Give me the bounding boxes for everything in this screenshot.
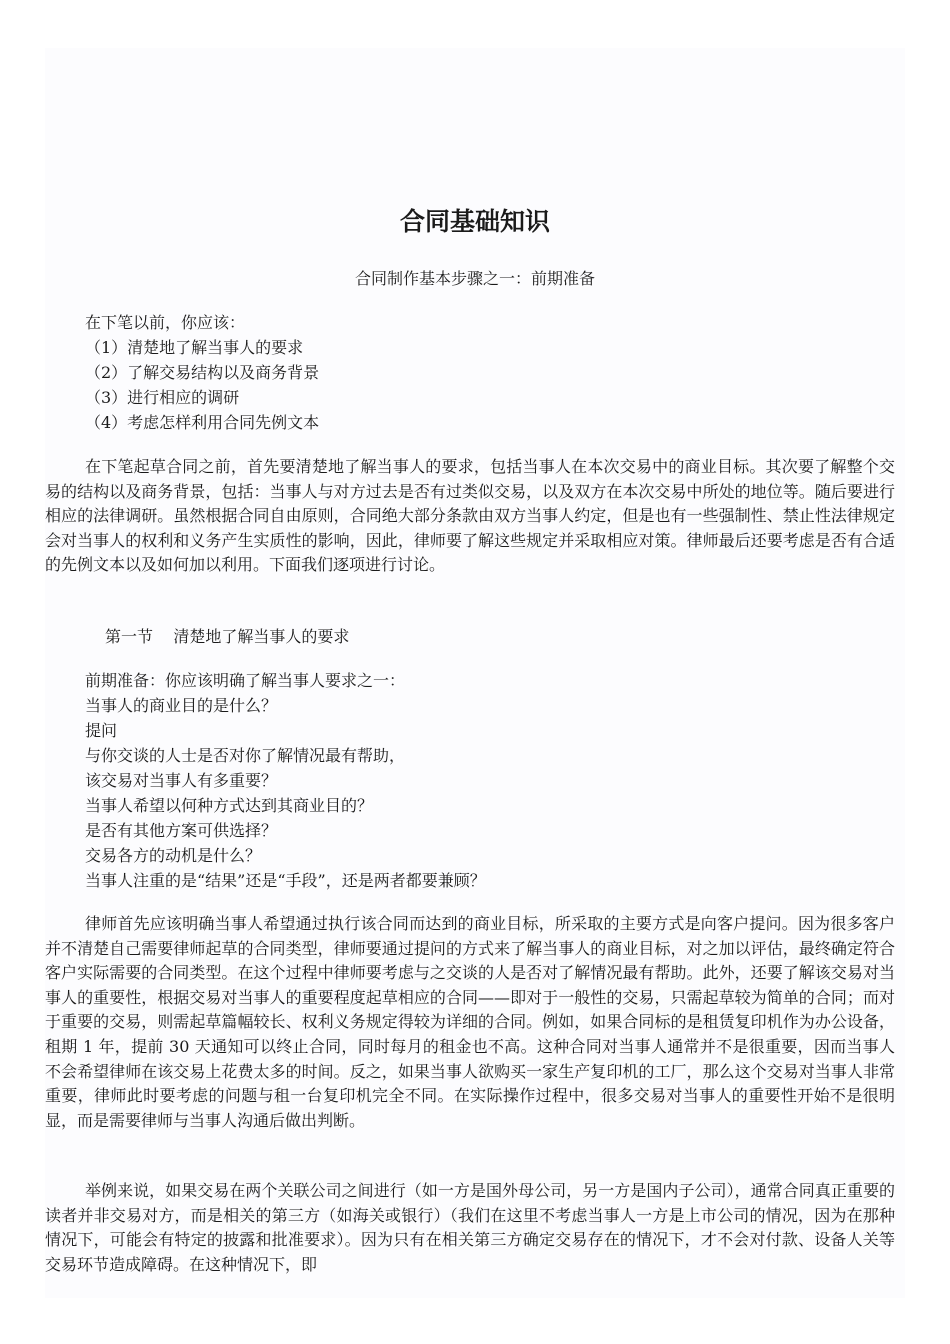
section-line-7: 是否有其他方案可供选择？	[85, 821, 278, 840]
section-line-9: 当事人注重的是“结果”还是“手段”，还是两者都要兼顾？	[85, 871, 486, 890]
section-line-2: 当事人的商业目的是什么？	[85, 696, 278, 715]
intro-item-3: （3）进行相应的调研	[85, 388, 240, 407]
intro-item-1: （1）清楚地了解当事人的要求	[85, 338, 304, 357]
document-page	[45, 48, 905, 1298]
section-line-1: 前期准备：你应该明确了解当事人要求之一：	[85, 671, 406, 690]
paragraph-overview: 在下笔起草合同之前，首先要清楚地了解当事人的要求，包括当事人在本次交易中的商业目标。其次要了解整个交易的结构以及商务背景，包括：当事人与对方过去是否有过类似交易，以及双方在本次交易中所处的地位等。随后要进行相应的法律调研。虽然根据合同自由原则，合同绝大部分条款由双方当事人约定，但是也有一些强制性、禁止性法律规定会对当事人的权利和义务产生实质性的影响，因此，律师要了解这些规定并采取相应对策。律师最后还要考虑是否有合适的先例文本以及如何加以利用。下面我们逐项进行讨论。	[45, 457, 895, 575]
section-line-8: 交易各方的动机是什么？	[85, 846, 262, 865]
document-title: 合同基础知识	[399, 207, 550, 236]
document-subtitle: 合同制作基本步骤之一：前期准备	[354, 269, 595, 288]
section-line-3: 提问	[85, 721, 118, 740]
paragraph-client-goals: 律师首先应该明确当事人希望通过执行该合同而达到的商业目标，所采取的主要方式是向客户提问。因为很多客户并不清楚自己需要律师起草的合同类型，律师要通过提问的方式来了解当事人的商业目标，对之加以评估，最终确定符合客户实际需要的合同类型。在这个过程中律师要考虑与之交谈的人是否对了解情况最有帮助。此外，还要了解该交易对当事人的重要性，根据交易对当事人的重要程度起草相应的合同——即对于一般性的交易，只需起草较为简单的合同；而对于重要的交易，则需起草篇幅较长、权利义务规定得较为详细的合同。例如，如果合同标的是租赁复印机作为办公设备，租期 1 年，提前 30 天通知可以终止合同，同时每月的租金也不高。这种合同对当事人通常并不是很重要，因而当事人不会希望律师在该交易上花费太多的时间。反之，如果当事人欲购买一家生产复印机的工厂，那么这个交易对当事人非常重要，律师此时要考虑的问题与租一台复印机完全不同。在实际操作过程中，很多交易对当事人的重要性开始不是很明显，而是需要律师与当事人沟通后做出判断。	[45, 914, 895, 1130]
intro-item-4: （4）考虑怎样利用合同先例文本	[85, 413, 320, 432]
section-line-4: 与你交谈的人士是否对你了解情况最有帮助，	[85, 746, 406, 765]
intro-item-2: （2）了解交易结构以及商务背景	[85, 363, 320, 382]
intro-lead: 在下笔以前，你应该：	[85, 313, 246, 332]
section-line-5: 该交易对当事人有多重要？	[85, 771, 278, 790]
paragraph-example: 举例来说，如果交易在两个关联公司之间进行（如一方是国外母公司，另一方是国内子公司），通常合同真正重要的读者并非交易对方，而是相关的第三方（如海关或银行）（我们在这里不考虑当事人一方是上市公司的情况，因为在那种情况下，可能会有特定的披露和批准要求）。因为只有在相关第三方确定交易存在的情况下，才不会对付款、设备人关等交易环节造成障碍。在这种情况下，即	[45, 1181, 895, 1274]
section-line-6: 当事人希望以何种方式达到其商业目的？	[85, 796, 374, 815]
section-heading: 第一节 清楚地了解当事人的要求	[105, 627, 350, 646]
